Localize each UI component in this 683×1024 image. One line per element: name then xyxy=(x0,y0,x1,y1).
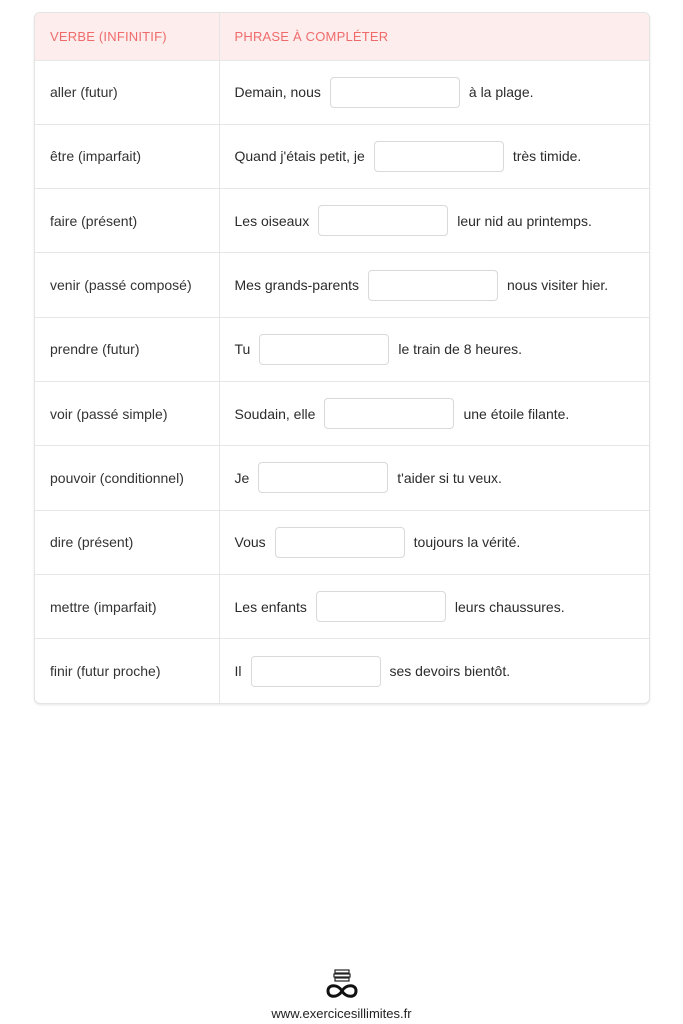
sentence-after: le train de 8 heures. xyxy=(398,341,523,358)
answer-input[interactable] xyxy=(275,527,405,558)
answer-input[interactable] xyxy=(251,656,381,687)
answer-input[interactable] xyxy=(318,205,448,236)
sentence-after: ses devoirs bientôt. xyxy=(389,663,511,680)
verb-cell: venir (passé composé) xyxy=(35,253,219,317)
answer-input[interactable] xyxy=(368,270,498,301)
sentence-before: Les enfants xyxy=(234,598,307,615)
footer xyxy=(0,968,683,1021)
sentence-after: nous visiter hier. xyxy=(507,277,609,294)
answer-input[interactable] xyxy=(330,77,460,108)
verb-cell: aller (futur) xyxy=(35,60,219,124)
table-row xyxy=(35,446,649,510)
sentence-after: leur nid au printemps. xyxy=(457,212,592,229)
sentence-before: Il xyxy=(234,663,242,680)
table-row xyxy=(35,381,649,445)
sentence-after: leurs chaussures. xyxy=(454,598,565,615)
table-row xyxy=(35,60,649,124)
exercise-table xyxy=(35,13,649,703)
table-row xyxy=(35,574,649,638)
sentence-cell xyxy=(219,189,649,253)
verb-cell: dire (présent) xyxy=(35,510,219,574)
sentence-after: une étoile filante. xyxy=(463,405,570,422)
sentence-after: à la plage. xyxy=(468,84,534,101)
sentence-after: toujours la vérité. xyxy=(413,534,521,551)
sentence-before: Vous xyxy=(234,534,266,551)
verb-cell: prendre (futur) xyxy=(35,317,219,381)
sentence-before: Les oiseaux xyxy=(234,212,310,229)
sentence-cell xyxy=(219,574,649,638)
header-verb: VERBE (INFINITIF) xyxy=(35,13,219,60)
verb-cell: mettre (imparfait) xyxy=(35,574,219,638)
answer-input[interactable] xyxy=(316,591,446,622)
site-url[interactable]: www.exercicesillimites.fr xyxy=(271,1006,412,1021)
table-row xyxy=(35,124,649,188)
answer-input[interactable] xyxy=(259,334,389,365)
table-row xyxy=(35,639,649,703)
sentence-cell xyxy=(219,510,649,574)
exercise-table-container xyxy=(34,12,650,704)
sentence-cell xyxy=(219,639,649,703)
infinity-books-logo-icon xyxy=(322,968,362,1002)
sentence-cell xyxy=(219,381,649,445)
sentence-before: Quand j'étais petit, je xyxy=(234,148,365,165)
table-header-row xyxy=(35,13,649,60)
sentence-cell xyxy=(219,446,649,510)
sentence-after: très timide. xyxy=(512,148,582,165)
sentence-before: Tu xyxy=(234,341,251,358)
sentence-before: Soudain, elle xyxy=(234,405,316,422)
table-row xyxy=(35,189,649,253)
sentence-cell xyxy=(219,317,649,381)
sentence-before: Mes grands-parents xyxy=(234,277,360,294)
table-row xyxy=(35,253,649,317)
verb-cell: pouvoir (conditionnel) xyxy=(35,446,219,510)
sentence-cell xyxy=(219,253,649,317)
answer-input[interactable] xyxy=(374,141,504,172)
verb-cell: finir (futur proche) xyxy=(35,639,219,703)
table-row xyxy=(35,510,649,574)
header-sentence: PHRASE À COMPLÉTER xyxy=(219,13,649,60)
sentence-before: Je xyxy=(234,469,250,486)
sentence-cell xyxy=(219,124,649,188)
answer-input[interactable] xyxy=(324,398,454,429)
answer-input[interactable] xyxy=(258,462,388,493)
sentence-before: Demain, nous xyxy=(234,84,321,101)
sentence-cell xyxy=(219,60,649,124)
verb-cell: être (imparfait) xyxy=(35,124,219,188)
verb-cell: voir (passé simple) xyxy=(35,381,219,445)
table-row xyxy=(35,317,649,381)
verb-cell: faire (présent) xyxy=(35,189,219,253)
sentence-after: t'aider si tu veux. xyxy=(397,469,502,486)
